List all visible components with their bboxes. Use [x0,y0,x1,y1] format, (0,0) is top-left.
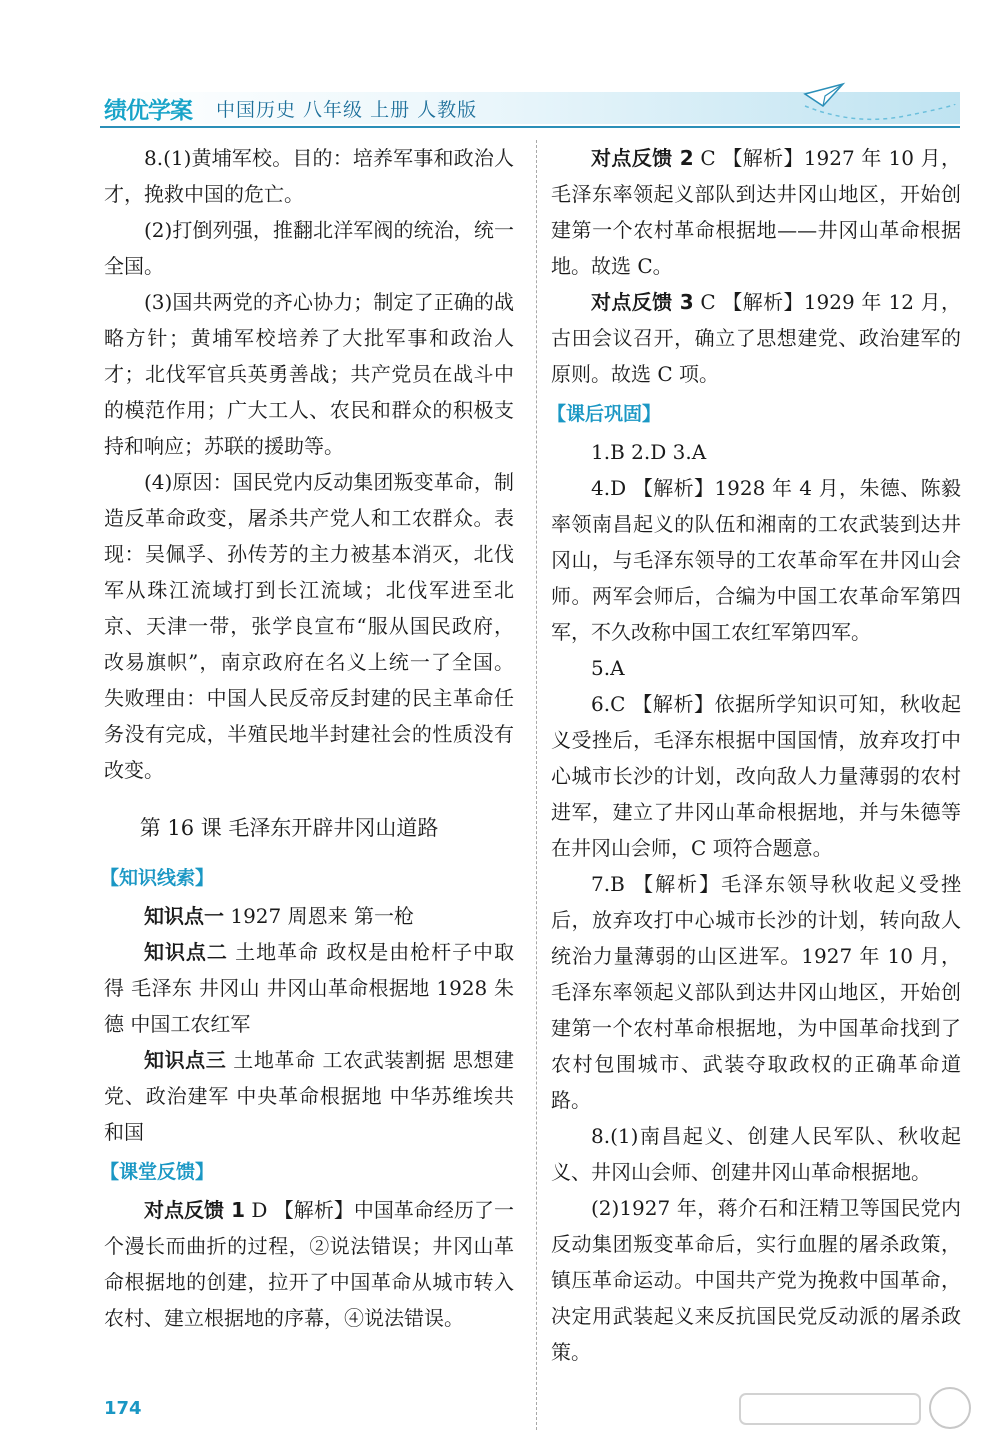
corner-stamp-icon [700,1380,990,1440]
answer-7: 7.B 【解析】毛泽东领导秋收起义受挫后，放弃攻打中心城市长沙的计划，转向敌人统治力量薄弱的山区进军。1927 年 10 月，毛泽东率领起义部队到达井冈山地区，开始创建第一个农村革命根据地，为中国革命找到了农村包围城市、武装夺取政权的正确革命道路。 [551,872,961,1112]
feedback-1-label: 对点反馈 1 [144,1198,245,1222]
knowledge-point-3-label: 知识点三 [144,1048,227,1072]
feedback-1 [104,1192,514,1336]
answers-1-3: 1.B 2.D 3.A [591,440,707,464]
knowledge-point-1-text: 1927 周恩来 第一枪 [224,904,414,928]
left-column [100,140,515,1336]
feedback-3-label: 对点反馈 3 [591,290,694,314]
feedback-3-text: C 【解析】1929 年 12 月，古田会议召开，确立了思想建党、政治建军的原则。故选 C 项。 [551,290,961,386]
answer-8-4: (4)原因：国民党内反动集团叛变革命，制造反革命政变，屠杀共产党人和工农群众。表现：吴佩孚、孙传芳的主力被基本消灭，北伐军从珠江流域打到长江流域；北伐军进至北京、天津一带，张学良宣布“服从国民政府，改易旗帜”，南京政府在名义上统一了全国。失败理由：中国人民反帝反封建的民主革命任务没有完成，半殖民地半封建社会的性质没有改变。 [104,470,514,782]
knowledge-point-2-text: 土地革命 政权是由枪杆子中取得 毛泽东 井冈山 井冈山革命根据地 1928 朱德 中国工农红军 [104,940,514,1036]
answer-8-2: (2)打倒列强，推翻北洋军阀的统治，统一全国。 [104,218,514,278]
brand-logo: 绩优学案 [104,98,192,124]
feedback-2-label: 对点反馈 2 [591,146,694,170]
answer-8-3: (3)国共两党的齐心协力；制定了正确的战略方针；黄埔军校培养了大批军事和政治人才；北伐军官兵英勇善战；共产党员在战斗中的模范作用；广大工人、农民和群众的积极支持和响应；苏联的援助等。 [104,290,514,458]
knowledge-point-3 [104,1042,514,1150]
paper-plane-icon [795,76,960,126]
knowledge-point-1-label: 知识点一 [144,904,224,928]
feedback-2 [551,140,961,284]
feedback-3 [551,284,961,392]
right-column [547,140,961,1370]
answer-5: 5.A [591,656,625,680]
knowledge-point-1 [104,898,514,934]
section-after-class: 【课后巩固】 [547,403,662,425]
lesson-title: 第 16 课 毛泽东开辟井冈山道路 [139,816,439,840]
answer-8-part-1: 8.(1)南昌起义、创建人民军队、秋收起义、井冈山会师、创建井冈山革命根据地。 [551,1124,961,1184]
book-subtitle: 中国历史 八年级 上册 人教版 [216,99,478,121]
feedback-1-text: D 【解析】中国革命经历了一个漫长而曲折的过程，②说法错误；井冈山革命根据地的创建，拉开了中国革命从城市转入农村、建立根据地的序幕，④说法错误。 [104,1198,514,1330]
answer-4: 4.D 【解析】1928 年 4 月，朱德、陈毅率领南昌起义的队伍和湘南的工农武装到达井冈山，与毛泽东领导的工农革命军在井冈山会师。两军会师后，合编为中国工农革命军第四军，不久改称中国工农红军第四军。 [551,476,961,644]
answer-8-1: 8.(1)黄埔军校。目的：培养军事和政治人才，挽救中国的危亡。 [104,146,514,206]
section-knowledge-clues: 【知识线索】 [100,867,215,889]
section-class-feedback: 【课堂反馈】 [100,1161,215,1183]
answer-8-part-2: (2)1927 年，蒋介石和汪精卫等国民党内反动集团叛变革命后，实行血腥的屠杀政策，镇压革命运动。中国共产党为挽救中国革命，决定用武装起义来反抗国民党反动派的屠杀政策。 [551,1196,961,1364]
column-divider [536,140,537,1430]
page-number: 174 [104,1398,142,1419]
answer-6: 6.C 【解析】依据所学知识可知，秋收起义受挫后，毛泽东根据中国国情，放弃攻打中心城市长沙的计划，改向敌人力量薄弱的农村进军，建立了井冈山革命根据地，并与朱德等在井冈山会师，C 项符合题意。 [551,692,961,860]
page-header [0,0,1000,150]
knowledge-point-2-label: 知识点二 [144,940,228,964]
feedback-2-text: C 【解析】1927 年 10 月，毛泽东率领起义部队到达井冈山地区，开始创建第一个农村革命根据地——井冈山革命根据地。故选 C。 [551,146,961,278]
knowledge-point-3-text: 土地革命 工农武装割据 思想建党、政治建军 中央革命根据地 中华苏维埃共和国 [104,1048,515,1144]
header-rule [100,126,960,128]
knowledge-point-2 [104,934,514,1042]
